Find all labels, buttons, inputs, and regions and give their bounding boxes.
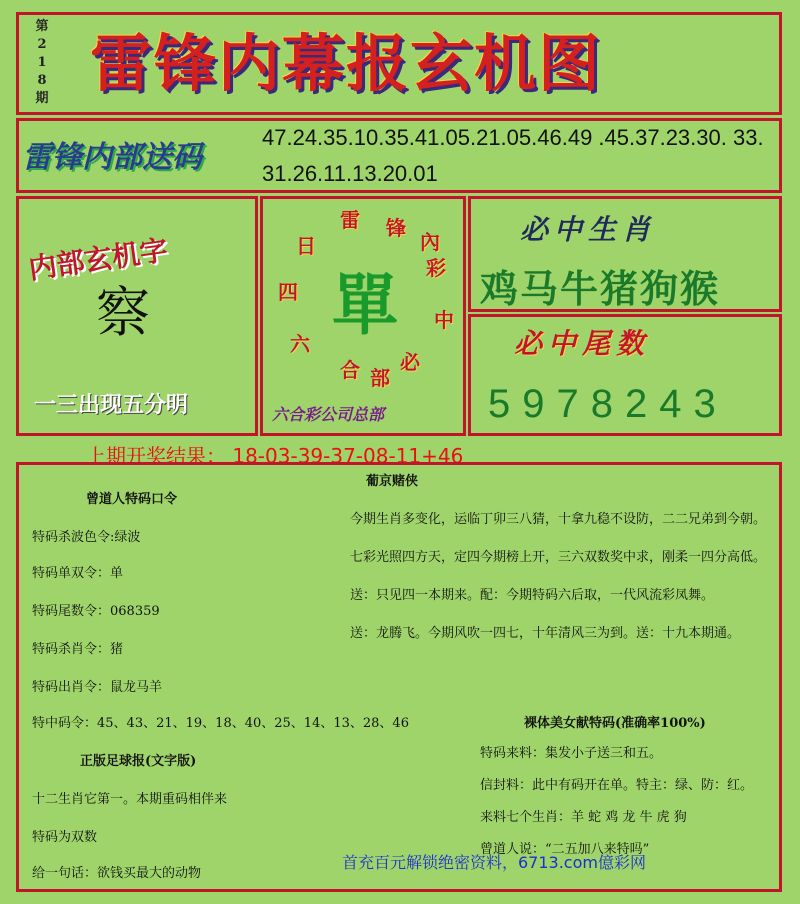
ring-char: 中 <box>434 308 454 332</box>
center-char: 單 <box>332 266 398 344</box>
zodiac-list: 鸡马牛猪狗猴 <box>480 266 721 311</box>
left-line: 十二生肖它第一。本期重码相伴来 <box>32 792 228 807</box>
right-line: 送：龙腾飞。今期风吹一四七，十年清风三为到。送：十九本期通。 <box>350 626 741 641</box>
left-line: 特码单双令：单 <box>32 566 124 581</box>
right-heading: 葡京赌侠 <box>366 474 419 489</box>
last-result: 上期开奖结果： 18-03-39-37-08-11+46 <box>86 444 464 468</box>
left-heading: 曾道人特码口令 <box>86 492 178 507</box>
left-line: 给一句话：欲钱买最大的动物 <box>32 866 202 881</box>
right-line: 今期生肖多变化，运临丁卯三八猜，十拿九稳不设防，二二兄弟到今朝。 <box>350 512 767 527</box>
code-numbers: 47.24.35.10.35.41.05.21.05.46.49 .45.37.23.30. 33.31.26.11.13.20.01 <box>262 125 764 186</box>
left-heading: 正版足球报(文字版) <box>80 754 197 769</box>
right-line: 七彩光照四方天，定四今期榜上开，三六双数奖中求，刚柔一四分高低。 <box>350 550 767 565</box>
ring-char: 彩 <box>426 256 446 280</box>
page-title: 雷锋内幕报玄机图 <box>90 27 603 100</box>
ring-char: 必 <box>400 350 420 374</box>
left-line: 特码尾数令：068359 <box>32 604 160 619</box>
ring-char: 日 <box>296 234 316 258</box>
issue-char: 8 <box>37 73 47 88</box>
issue-char: 1 <box>37 55 47 70</box>
code-label: 雷锋内部送码 <box>22 140 202 175</box>
left-line: 特中码令：45、43、21、19、18、40、25、14、13、28、46 <box>32 716 409 731</box>
watermark: 首充百元解锁绝密资料，6713.com億彩网 <box>342 853 646 872</box>
panel-footer: 六合彩公司总部 <box>272 405 385 424</box>
ring-char: 雷 <box>340 208 360 232</box>
mystery-label: 内部玄机字 <box>26 233 170 286</box>
right-line: 来料七个生肖：羊 蛇 鸡 龙 牛 虎 狗 <box>480 810 687 825</box>
tail-title: 必中尾数 <box>514 327 651 360</box>
mystery-hint: 一三出现五分明 <box>34 393 189 418</box>
ring-char: 六 <box>290 332 310 356</box>
ring-char: 锋 <box>386 216 406 240</box>
issue-char: 第 <box>35 19 49 34</box>
right-line: 信封料：此中有码开在单。特主：绿、防：红。 <box>480 778 754 793</box>
right-line: 特码来料：集发小子送三和五。 <box>480 746 663 761</box>
left-line: 特码出肖令：鼠龙马羊 <box>32 680 163 695</box>
right-line: 送：只见四一本期来。配：今期特码六后取，一代风流彩凤舞。 <box>350 588 715 603</box>
right-line: 曾道人说：“二五加八来特吗” <box>480 842 650 857</box>
left-line: 特码为双数 <box>32 830 98 845</box>
issue-number <box>22 18 62 108</box>
ring-char: 四 <box>278 280 298 304</box>
left-line: 特码杀肖令：猪 <box>32 642 124 657</box>
issue-char: 2 <box>37 37 47 52</box>
issue-char: 期 <box>35 91 49 106</box>
left-line: 特码杀波色令:绿波 <box>32 530 141 545</box>
ring-char: 內 <box>420 230 440 254</box>
ring-char: 部 <box>370 366 390 390</box>
zodiac-title: 必中生肖 <box>520 213 657 246</box>
right-heading: 裸体美女献特码(准确率100%) <box>524 716 706 731</box>
tail-numbers: 5978243 <box>488 382 728 426</box>
mystery-char: 察 <box>96 281 150 344</box>
ring-char: 合 <box>340 358 360 382</box>
